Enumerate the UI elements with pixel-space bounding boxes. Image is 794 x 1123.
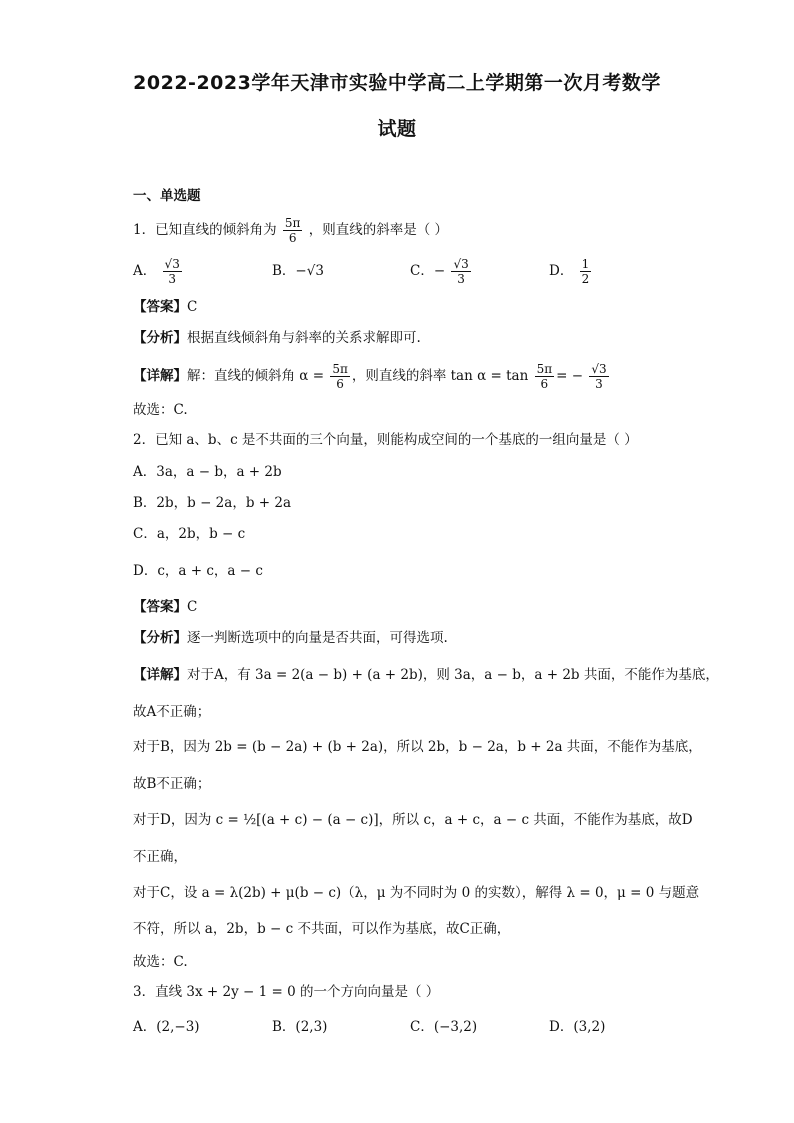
q1-option-c-den: 3 (457, 272, 465, 286)
q2-detail-line-2: 故A不正确； (133, 704, 211, 720)
document-title-line1: 2022-2023学年天津市实验中学高二上学期第一次月考数学 (133, 72, 661, 94)
q2-answer-tag: 【答案】 (133, 599, 187, 615)
q2-analysis-tag: 【分析】 (133, 630, 187, 646)
q1-option-d-num: 1 (581, 257, 590, 271)
q3-option-d-label: D． (549, 1019, 574, 1035)
q1-detail-frac3-num: √3 (591, 362, 607, 376)
q3-option-b (272, 1017, 327, 1037)
q1-option-c-label: C． (410, 263, 434, 279)
q2-answer-value: C (187, 599, 198, 615)
q1-option-a-fraction (163, 257, 182, 286)
q1-detail-fraction-1 (330, 362, 350, 391)
q1-option-a-num: √3 (164, 257, 180, 271)
q3-stem: 3．直线 3x + 2y − 1 = 0 的一个方向向量是（ ） (133, 984, 440, 1000)
q1-angle-num: 5π (284, 216, 301, 230)
q2-detail-line-6: 不正确， (133, 849, 187, 865)
q3-option-c-label: C． (410, 1019, 434, 1035)
q1-analysis-tag: 【分析】 (133, 330, 187, 346)
q2-option-c: C．a，2b，b − c (133, 526, 246, 542)
q1-detail-frac2-num: 5π (536, 362, 553, 376)
q2-detail-line-3: 对于B，因为 2b = (b − 2a) + (b + 2a)，所以 2b，b − 2a，b + 2a 共面，不能作为基底， (133, 739, 702, 755)
q1-option-a-label: A． (133, 263, 157, 279)
q2-option-a: A．3a，a − b，a + 2b (133, 464, 282, 480)
q1-stem (133, 216, 448, 245)
q1-option-c-sign: − (433, 263, 446, 279)
q3-option-a-text: (2,−3) (156, 1019, 200, 1035)
q1-detail-fraction-2 (535, 362, 555, 391)
q1-angle-den: 6 (288, 231, 297, 245)
q1-analysis-text: 根据直线倾斜角与斜率的关系求解即可. (187, 330, 421, 346)
q1-analysis (133, 328, 421, 348)
q1-option-c (410, 257, 473, 286)
q3-option-b-label: B． (272, 1019, 296, 1035)
q1-detail-frac2-den: 6 (540, 377, 549, 391)
q1-option-d (549, 257, 593, 286)
q1-answer-value: C (187, 299, 198, 315)
q3-option-a-label: A． (133, 1019, 157, 1035)
q2-detail-line-4: 故B不正确； (133, 776, 211, 792)
q1-detail-frac3-den: 3 (595, 377, 603, 391)
q2-detail-line-9: 故选：C. (133, 954, 188, 970)
q2-detail-line-1 (133, 665, 719, 685)
q1-detail-tag: 【详解】 (133, 368, 187, 384)
q1-angle-fraction (283, 216, 303, 245)
q3-option-d (549, 1017, 605, 1037)
q1-detail (133, 362, 611, 391)
q1-option-d-label: D． (549, 263, 574, 279)
q2-option-d: D．c，a + c，a − c (133, 563, 263, 579)
q1-detail-a: 解：直线的倾斜角 α = (187, 368, 325, 384)
q1-detail-b: ，则直线的斜率 tan α = tan (351, 368, 529, 384)
q1-option-d-fraction (580, 257, 592, 286)
q3-option-d-text: (3,2) (573, 1019, 606, 1035)
q2-detail-line-5: 对于D，因为 c = ½[(a + c) − (a − c)]，所以 c，a + c，a − c 共面，不能作为基底，故D (133, 812, 693, 828)
q1-option-c-fraction (451, 257, 470, 286)
q2-detail-tag: 【详解】 (133, 667, 187, 683)
q1-detail-frac1-num: 5π (332, 362, 348, 376)
q1-answer (133, 297, 197, 317)
q1-option-a (133, 257, 184, 286)
q1-option-a-den: 3 (168, 272, 176, 286)
q3-option-b-text: (2,3) (295, 1019, 328, 1035)
q1-detail-c: = − (556, 368, 584, 384)
q3-option-a (133, 1017, 200, 1037)
q2-detail-line-7: 对于C，设 a = λ(2b) + μ(b − c)（λ，μ 为不同时为 0 的实数），解得 λ = 0，μ = 0 与题意 (133, 885, 700, 901)
q1-option-b (272, 261, 324, 281)
q1-option-b-text: −√3 (295, 263, 324, 279)
q1-answer-tag: 【答案】 (133, 299, 187, 315)
q2-stem: 2．已知 a、b、c 是不共面的三个向量，则能构成空间的一个基底的一组向量是（ ） (133, 432, 638, 448)
q2-answer (133, 597, 197, 617)
section-heading: 一、单选题 (133, 188, 201, 204)
q1-stem-a: 1．已知直线的倾斜角为 (133, 222, 277, 238)
q2-option-b: B．2b，b − 2a，b + 2a (133, 495, 291, 511)
q1-stem-b: ，则直线的斜率是（ ） (308, 222, 449, 238)
q1-detail-frac1-den: 6 (336, 377, 344, 391)
document-title-line2: 试题 (377, 118, 417, 140)
q1-option-b-label: B． (272, 263, 296, 279)
q1-conclusion: 故选：C. (133, 402, 188, 418)
q1-detail-fraction-3 (589, 362, 608, 391)
q1-option-c-num: √3 (453, 257, 469, 271)
q2-detail-line-8: 不符，所以 a，2b，b − c 不共面，可以作为基底，故C正确， (133, 921, 511, 937)
q2-analysis (133, 628, 448, 648)
q2-detail-text-1: 对于A，有 3a = 2(a − b) + (a + 2b)，则 3a，a − b，a + 2b 共面，不能作为基底， (187, 667, 719, 683)
q2-analysis-text: 逐一判断选项中的向量是否共面，可得选项. (187, 630, 448, 646)
q3-option-c-text: (−3,2) (433, 1019, 478, 1035)
q3-option-c (410, 1017, 477, 1037)
q1-option-d-den: 2 (581, 272, 590, 286)
